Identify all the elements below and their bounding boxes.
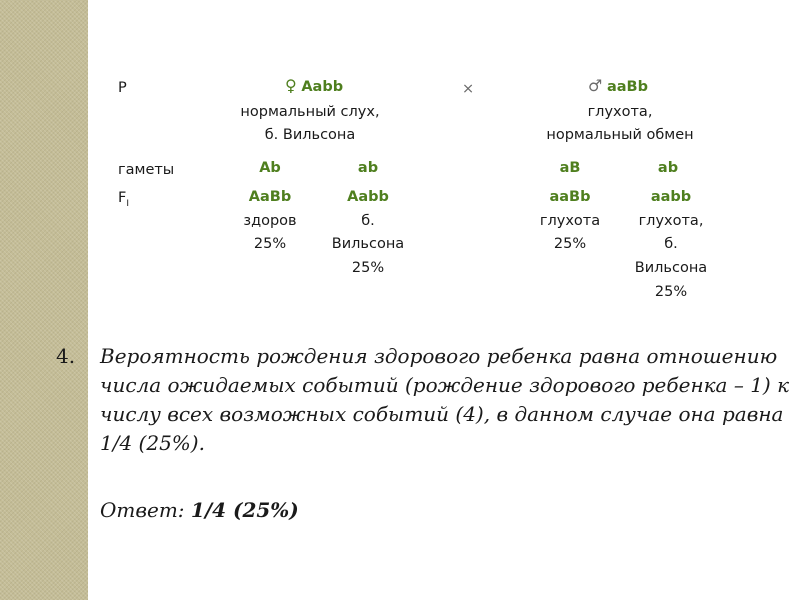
female-phenotype-line1: нормальный слух, bbox=[240, 104, 380, 120]
offspring-percent: 25% bbox=[654, 284, 688, 300]
female-genotype: Aabb bbox=[301, 79, 344, 95]
offspring-genotype: Aabb bbox=[347, 189, 389, 205]
male-phenotype-line2: нормальный обмен bbox=[546, 127, 694, 143]
decorative-sidebar bbox=[0, 0, 88, 600]
offspring-genotype: aaBb bbox=[549, 189, 591, 205]
f1-label: $F_I$ bbox=[118, 190, 129, 209]
offspring-genotype: AaBb bbox=[248, 189, 292, 205]
offspring-phenotype: глухота, bbox=[638, 213, 704, 229]
conclusion-text: Вероятность рождения здорового ребенка равна отношению числа ожидаемых событий (рождение здорового ребенка – 1) к числу всех возможных событий (4), в данном случае она равна 1/4 (25%). bbox=[100, 344, 790, 455]
female-phenotype-line2: б. Вильсона bbox=[264, 127, 356, 143]
offspring-percent: 25% bbox=[553, 236, 587, 252]
gametes-label: гаметы bbox=[118, 162, 175, 178]
p-label: P bbox=[118, 80, 127, 96]
male-icon: ♂ bbox=[588, 76, 603, 95]
conclusion-number: 4. bbox=[56, 344, 76, 368]
offspring-percent: 25% bbox=[351, 260, 385, 276]
offspring-phenotype: здоров bbox=[243, 213, 297, 229]
gamete: ab bbox=[357, 160, 379, 176]
cross-sign: × bbox=[462, 81, 475, 97]
offspring-phenotype: Вильсона bbox=[634, 260, 708, 276]
female-icon: ♀ bbox=[285, 76, 297, 95]
offspring-percent: 25% bbox=[253, 236, 287, 252]
offspring-phenotype: глухота bbox=[539, 213, 601, 229]
offspring-genotype: aabb bbox=[650, 189, 692, 205]
male-genotype: aaBb bbox=[606, 79, 648, 95]
offspring-phenotype: б. bbox=[361, 213, 375, 229]
answer-line bbox=[100, 496, 299, 525]
gamete: aB bbox=[559, 160, 581, 176]
gamete: Ab bbox=[259, 160, 281, 176]
male-parent-genotype bbox=[588, 76, 648, 97]
gamete: ab bbox=[657, 160, 679, 176]
conclusion-paragraph bbox=[56, 342, 790, 458]
female-parent-genotype bbox=[285, 76, 343, 97]
male-phenotype-line1: глухота, bbox=[587, 104, 653, 120]
answer-value: 1/4 (25%) bbox=[190, 498, 299, 522]
answer-label: Ответ: bbox=[100, 498, 191, 522]
offspring-phenotype: б. bbox=[664, 236, 678, 252]
offspring-phenotype: Вильсона bbox=[331, 236, 405, 252]
